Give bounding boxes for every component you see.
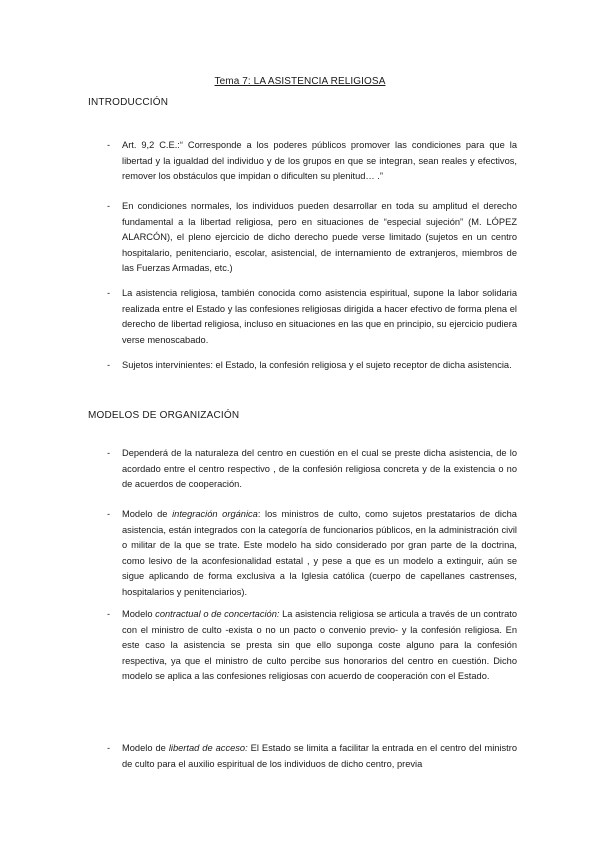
bullet-dash: - — [107, 448, 111, 458]
bullet-dash: - — [107, 743, 111, 753]
bullet-dash: - — [107, 360, 111, 370]
list-item — [107, 358, 517, 374]
paragraph-emphasis: contractual o de concertación: — [155, 609, 280, 619]
page-title: Tema 7: LA ASISTENCIA RELIGIOSA — [214, 76, 386, 87]
paragraph-text: Dependerá de la naturaleza del centro en cuestión en el cual se preste dicha asistencia, de lo acordado entre el centro respectivo , de la confesión religiosa concreta y de la existencia o no de acuerdos de cooperación. — [122, 448, 517, 490]
bullet-dash: - — [107, 609, 111, 619]
paragraph-lead: Modelo de — [122, 509, 173, 519]
bullet-dash: - — [107, 288, 111, 298]
paragraph-text: La asistencia religiosa, también conocida como asistencia espiritual, supone la labor solidaria realizada entre el Estado y las confesiones religiosas dirigida a hacer efectivo de forma plena el derecho de libertad religiosa, incluso en situaciones en las que en principio, su ejercicio pudiera verse menoscabado. — [122, 288, 517, 345]
paragraph-text: Art. 9,2 C.E.:“ Corresponde a los poderes públicos promover las condiciones para que la libertad y la igualdad del individuo y de los grupos en que se integran, sean reales y efectivos, remover los obstáculos que impidan o dificulten su plenitud… .” — [122, 140, 517, 182]
paragraph-emphasis: integración orgánica — [172, 509, 258, 519]
list-item — [107, 199, 517, 277]
list-item — [107, 507, 517, 601]
list-item — [107, 607, 517, 685]
paragraph-text: En condiciones normales, los individuos pueden desarrollar en toda su amplitud el derecho fundamental a la libertad religiosa, pero en situaciones de “especial sujeción” (M. LÓPEZ ALARCÓN), el pleno ejercicio de dicho derecho puede verse limitado (sujetos en un centro hospitalario, penitenciario, escolar, asistencial, de internamiento de extranjeros, miembros de las Fuerzas Armadas, etc.) — [122, 201, 517, 274]
paragraph-lead: Modelo de — [122, 743, 169, 753]
bullet-dash: - — [107, 140, 111, 150]
bullet-dash: - — [107, 509, 111, 519]
section-heading-modelos: MODELOS DE ORGANIZACIÓN — [88, 410, 240, 421]
paragraph-body: El Estado se limita a facilitar la entrada en el centro del ministro de culto para el auxilio espiritual de los individuos de dicho centro, previa — [122, 743, 517, 769]
section-heading-introduccion: INTRODUCCIÓN — [88, 97, 169, 108]
paragraph-text — [122, 607, 517, 685]
list-item — [107, 446, 517, 493]
paragraph-text — [122, 741, 517, 772]
list-item — [107, 741, 517, 772]
paragraph-body: La asistencia religiosa se articula a través de un contrato con el ministro de culto -exista o no un pacto o convenio previo- y la confesión religiosa. En este caso la asistencia se presta sin que ello suponga coste alguno para la confesión respectiva, ya que el ministro de culto percibe sus honorarios del centro en cuestión. Dicho modelo se aplica a las confesiones religiosas con acuerdo de cooperación con el Estado. — [122, 609, 518, 682]
paragraph-text: Sujetos intervinientes: el Estado, la confesión religiosa y el sujeto receptor de dicha asistencia. — [122, 360, 512, 370]
paragraph-emphasis: libertad de acceso: — [168, 743, 248, 753]
bullet-dash: - — [107, 201, 111, 211]
paragraph-text — [122, 507, 517, 601]
list-item — [107, 138, 517, 185]
paragraph-body: : los ministros de culto, como sujetos prestatarios de dicha asistencia, están integrados con la categoría de funcionarios públicos, en la administración civil o militar de la que se trate. Este modelo ha sido considerado por gran parte de la doctrina, como lesivo de la aconfesionalidad estatal , y pese a que es un modelo a extinguir, aún se sigue aplicando de forma exclusiva a la Iglesia católica (cuerpo de capellanes castrenses, hospitalarios y penitenciarios). — [122, 509, 517, 597]
paragraph-lead: Modelo — [122, 609, 156, 619]
list-item — [107, 286, 517, 348]
